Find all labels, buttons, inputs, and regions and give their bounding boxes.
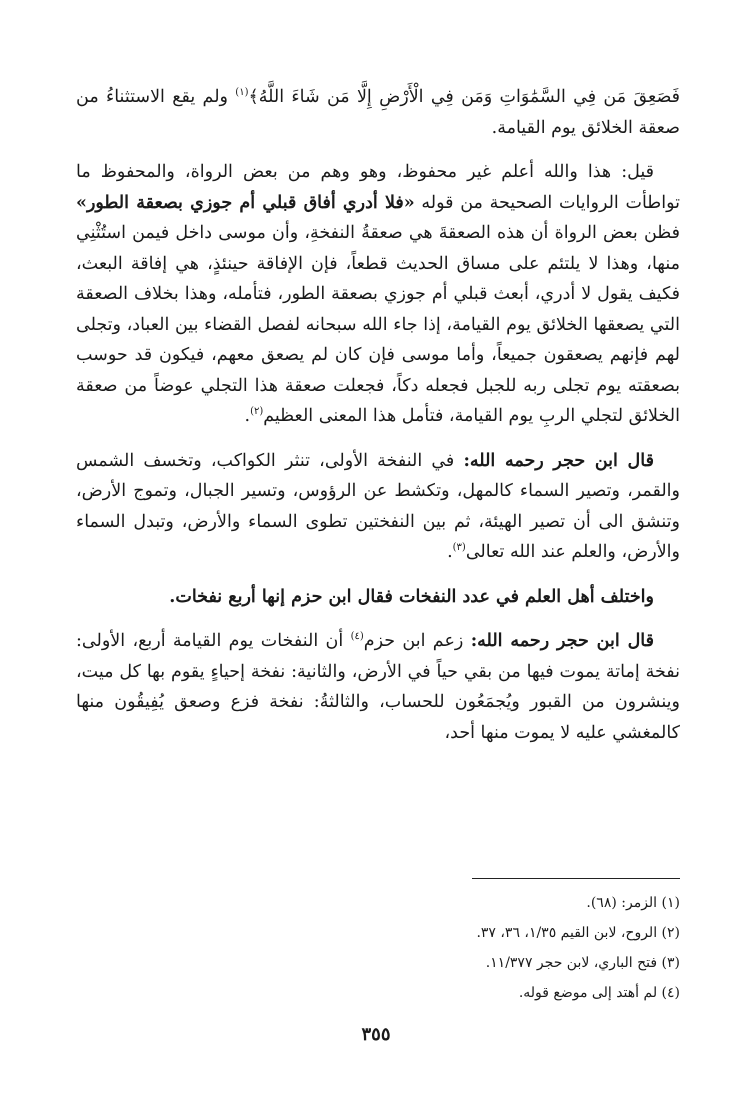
paragraph-quran-verse [76, 82, 680, 143]
footnote-ref-1: (١) [235, 87, 249, 99]
speaker-label: قال ابن حجر رحمه الله: [470, 631, 654, 651]
quran-verse: فَصَعِقَ مَن فِي السَّمَٰوَاتِ وَمَن فِي الْأَرْضِ إِلَّا مَن شَاءَ اللَّهُ﴾ [248, 87, 680, 107]
footnote-ref-3: (٣) [452, 542, 466, 554]
section-heading: واختلف أهل العلم في عدد النفخات فقال ابن حزم إنها أربع نفخات. [169, 586, 654, 607]
footnote-item: (١) الزمر: (٦٨). [586, 895, 680, 911]
paragraph-ibn-hajar-2 [76, 626, 680, 748]
paragraph-text: فظن بعض الرواة أن هذه الصعقةَ هي صعقةُ النفخةِ، وأن موسى داخل فيمن استُثْنِي منها، وهذا لا يلتئم على مساق الحديث قطعاً، فإن الإفاقة حينئذٍ، هي إفاقة البعث، فكيف يقول لا أدري، أبعث قبلي أم جوزي بصعقة الطور، فتأمله، وهذا بخلاف الصعقة التي يصعقها الخلائق يوم القيامة، إذا جاء الله سبحانه لفصل القضاء بين العباد، وتجلى لهم فإنهم يصعقون جميعاً، وأما موسى فإن كان لم يصعق معهم، فيكون قد حوسب بصعقته يوم تجلى ربه للجبل فجعله دكاً، فجعلت صعقة هذا التجلي عوضاً من صعقة الخلائق لتجلي الربِ يوم القيامة، فتأمل هذا المعنى العظيم [76, 223, 680, 426]
paragraph-text: ولم يقع الاستثناءُ من صعقة الخلائق يوم القيامة. [76, 87, 680, 138]
footnotes [80, 888, 680, 1008]
paragraph-heading-nafakhat [76, 582, 680, 613]
page-number: ٣٥٥ [361, 1024, 391, 1045]
footnote-item: (٣) فتح الباري، لابن حجر ١١/٣٧٧. [485, 955, 680, 971]
paragraph-end: . [244, 406, 251, 426]
footnote-ref-2: (٢) [250, 406, 264, 418]
speaker-label: قال ابن حجر رحمه الله: [463, 450, 654, 471]
paragraph-text: في النفخة الأولى، تنثر الكواكب، وتخسف الشمس والقمر، وتصير السماء كالمهل، وتكشط عن الرؤوس، وتسير الجبال، وتموج الأرض، وتنشق الى أن تصير الهيئة، ثم بين النفختين تطوى السماء والأرض، وتبدل السماء والأرض، والعلم عند الله تعالى [76, 450, 680, 562]
paragraph-ibn-hajar-1 [76, 446, 680, 568]
paragraph-text: أن النفخات يوم القيامة أربع، الأولى: نفخة إماتة يموت فيها من بقي حياً في الأرض، والثانية: نفخة إحياءٍ يقوم بها كل ميت، وينشرون من القبور ويُجمَعُون للحساب، والثالثةُ: نفخة فزع وصعق يُفِيقُون منها كالمغشي عليه لا يموت منها أحد، [76, 631, 680, 743]
footnote-divider [472, 878, 680, 879]
hadith-quote: «فلا أدري أفاق قبلي أم جوزي بصعقة الطور» [76, 192, 415, 213]
paragraph-text: قيل: هذا والله أعلم غير محفوظ، وهو وهم من بعض الرواة، والمحفوظ ما تواطأت الروايات الصحيحة من قوله [76, 162, 680, 213]
footnote-item: (٤) لم أهتد إلى موضع قوله. [518, 985, 680, 1001]
paragraph-text: زعم ابن حزم [363, 631, 464, 651]
footnote-ref-4: (٤) [350, 631, 364, 643]
paragraph-end: . [447, 542, 453, 562]
main-text [76, 82, 680, 748]
paragraph-qila [76, 157, 680, 432]
footnote-item: (٢) الروح، لابن القيم ١/٣٥، ٣٦، ٣٧. [476, 925, 680, 941]
